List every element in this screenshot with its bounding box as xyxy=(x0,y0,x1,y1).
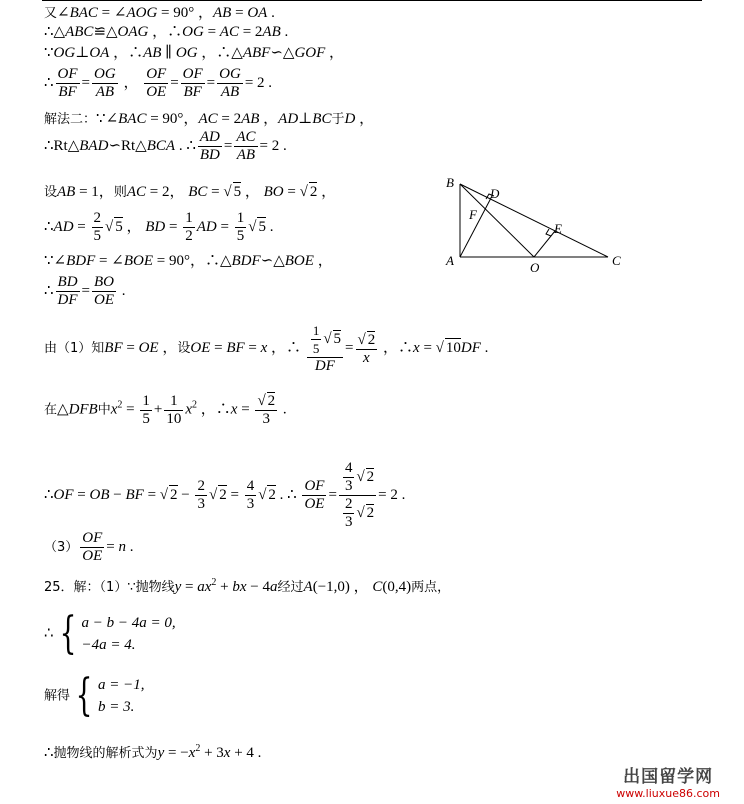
watermark-url: www.liuxue86.com xyxy=(616,787,720,800)
segment-oe xyxy=(534,231,555,257)
solution-line-17 xyxy=(44,670,145,721)
solution-line-7: 设AB = 1，则AC = 2， BC = √ 5 ， BO = √ 2 ， xyxy=(44,184,337,200)
solution-line-14: （3） $\frac{OF}{OE}$ = n . xyxy=(44,530,134,564)
page-top-rule xyxy=(42,0,702,1)
solution-line-10: ∴ $\frac{BD}{DF}$ = $\frac{BO}{OE}$ . xyxy=(44,274,126,308)
solution-line-1: 又∠BAC = ∠AOG = 90° ，AB = OA . xyxy=(44,5,275,21)
solution-line-2: ∴△ABC≌△OAG ，∴OG = AC = 2AB . xyxy=(44,24,289,40)
watermark xyxy=(616,762,720,800)
label-f: F xyxy=(469,207,477,222)
label-d: D xyxy=(490,186,500,201)
solution-line-15: 25．解：（1）∵抛物线$y = ax^2$ + bx − 4a经过A(−1,0) ， C(0,4)两点， xyxy=(44,577,451,595)
brace-icon: { xyxy=(59,608,76,659)
label-solve: 解得 xyxy=(44,688,71,704)
label-a: A xyxy=(446,253,454,268)
label-b: B xyxy=(446,175,454,190)
right-angle-mark-e xyxy=(546,229,551,236)
solution-line-16: ∴ { a − b − 4a = 0, −4a = 4. xyxy=(44,608,176,659)
solution-b: b = 3. xyxy=(98,699,135,715)
geometry-figure xyxy=(440,172,630,280)
equation-2: −4a = 4. xyxy=(81,637,136,653)
solution-line-4: ∴ $\frac{OF}{BF}$ = $\frac{OG}{AB}$ ， $\frac{OF}{OE}$ = $\frac{OF}{BF}$ = $\frac{OG}{AB}$ = 2 . xyxy=(44,66,273,100)
solution-line-3: ∵OG⊥OA ，∴AB ∥ OG ，∴△ABF∽△GOF ， xyxy=(44,45,345,61)
fraction: $\frac{OF}{BF}$ xyxy=(57,66,78,100)
solution-line-5: 解法二：∵∠BAC = 90°，AC = 2AB ，AD⊥BC于D ， xyxy=(44,111,375,127)
solution-line-12: 在△DFB中$x^2$ = $\frac{1}{5}$ + $\frac{1}{10}$ $x^2$ ，∴x = $\frac{√ 2}{3}$ . xyxy=(44,392,287,427)
segment-bc xyxy=(460,184,608,257)
watermark-title: 出国留学网 xyxy=(623,767,714,787)
equation-1: a − b − 4a = 0, xyxy=(81,615,176,631)
brace-icon: { xyxy=(75,670,93,721)
solution-line-6: ∴Rt△BAD∽Rt△BCA . ∴ $\frac{AD}{BD}$ = $\frac{AC}{AB}$ = 2 . xyxy=(44,129,287,163)
solution-a: a = −1, xyxy=(98,677,145,693)
solution-line-8: ∴AD = $\frac{2}{5}$ √ 5 ， BD = $\frac{1}{2}$ AD = $\frac{1}{5}$ √ 5 . xyxy=(44,210,274,244)
label-o: O xyxy=(530,260,540,275)
label-e: E xyxy=(554,221,562,236)
solution-line-11: 由（1）知BF = OE ，设OE = BF = x ，∴ $\frac{1}{5}$ √ 5 DF = $\frac{√ 2}{x}$ ，∴x = √ 10DF . xyxy=(44,323,489,374)
label-c: C xyxy=(612,253,621,268)
solution-line-13: ∴OF = OB − BF = √ 2 − $\frac{2}{3}$ √ 2 = $\frac{4}{3}$ √ 2 . ∴ $\frac{OF}{OE}$ = $\frac{4}{3}$ √ 2 $\frac{2}{3}$ √ 2 = 2 . xyxy=(44,460,406,530)
solution-line-18: ∴抛物线的解析式为$y = -x^2 + 3x + 4$ . xyxy=(44,743,262,761)
solution-line-9: ∵∠BDF = ∠BOE = 90°，∴△BDF∽△BOE ， xyxy=(44,253,333,269)
